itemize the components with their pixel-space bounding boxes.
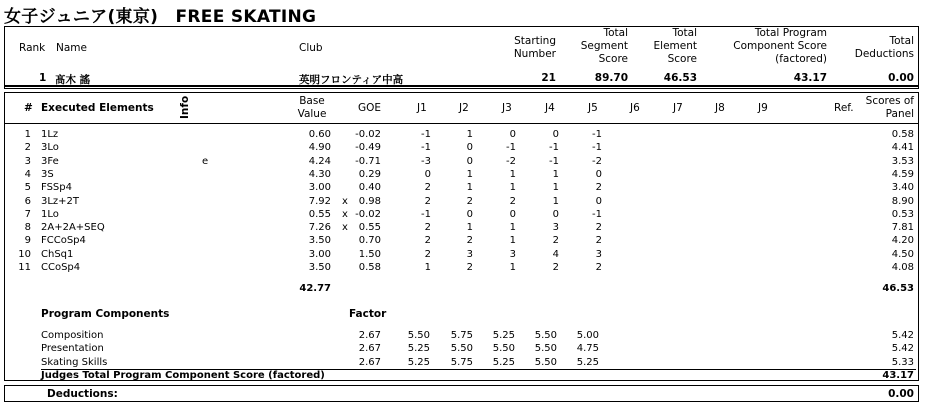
total-element-score-header: Total Element Score [653, 27, 697, 65]
judge-score-5: 2 [595, 182, 602, 194]
pc-judge-score-5: 5.00 [576, 330, 599, 341]
panel-score: 3.53 [891, 155, 914, 167]
judge-score-5: 2 [595, 235, 602, 247]
panel-header: Scores of Panel [865, 95, 914, 120]
details-box [4, 92, 919, 381]
judge-score-5: -1 [592, 208, 602, 220]
judge-score-1: 0 [424, 168, 431, 180]
judge-header-4: J4 [545, 102, 555, 114]
base-value: 3.00 [308, 182, 331, 194]
pc-judge-score-5: 4.75 [576, 343, 599, 355]
goe-value: -0.02 [355, 208, 381, 220]
pc-factor: 2.67 [358, 343, 381, 355]
base-value: 0.60 [308, 129, 331, 140]
judge-header-1: J1 [417, 102, 427, 114]
element-row [5, 182, 918, 193]
element-code: 3S [41, 168, 54, 180]
judge-score-4: 1 [552, 168, 559, 180]
goe-header: GOE [358, 102, 382, 114]
judge-score-3: 2 [509, 195, 516, 207]
goe-value: 0.40 [358, 182, 381, 194]
summary-underline [5, 85, 918, 87]
goe-value: -0.49 [355, 142, 381, 154]
pc-row [5, 357, 918, 368]
total-element-score-value: 46.53 [663, 72, 697, 84]
judge-score-3: 1 [509, 222, 516, 234]
judge-score-4: 1 [552, 195, 559, 207]
judge-header-8: J8 [715, 102, 725, 114]
pc-row [5, 330, 918, 341]
judge-score-3: 1 [509, 235, 516, 247]
pc-judge-score-4: 5.50 [534, 330, 557, 341]
judge-score-3: -2 [506, 155, 516, 167]
executed-elements-header: Executed Elements [41, 102, 154, 114]
element-code: 3Lz+2T [41, 195, 80, 207]
judge-score-3: 1 [509, 262, 516, 273]
total-base-value: 42.77 [299, 283, 331, 294]
base-value: 3.50 [308, 262, 331, 273]
bonus-marker: x [342, 222, 348, 234]
judge-score-2: 3 [466, 248, 473, 260]
judge-score-4: -1 [549, 155, 559, 167]
judge-score-3: -1 [506, 142, 516, 154]
judges-total-value: 43.17 [882, 370, 914, 381]
judge-header-6: J6 [630, 102, 640, 114]
program-components-label: Program Components [41, 308, 170, 320]
panel-score: 8.90 [891, 195, 914, 207]
element-code: 3Fe [41, 155, 59, 167]
judge-score-4: -1 [549, 142, 559, 154]
element-info: e [202, 155, 209, 167]
judge-score-3: 0 [509, 129, 516, 140]
judge-score-1: -1 [421, 142, 431, 154]
element-code: FSSp4 [41, 182, 72, 194]
pc-judge-score-2: 5.75 [450, 330, 473, 341]
factor-label: Factor [349, 308, 387, 320]
info-header: Info [179, 95, 191, 119]
pc-judge-score-1: 5.25 [407, 356, 430, 368]
judge-score-3: 1 [509, 168, 516, 180]
judge-score-5: 0 [595, 168, 602, 180]
judge-score-4: 0 [552, 129, 559, 140]
judge-score-5: -1 [592, 129, 602, 140]
goe-value: 0.98 [358, 195, 381, 207]
judge-score-4: 2 [552, 235, 559, 247]
element-row [5, 142, 918, 153]
judge-header-2: J2 [459, 102, 469, 114]
element-number: 3 [24, 155, 31, 167]
deductions-label: Deductions: [47, 388, 118, 400]
pc-name: Composition [41, 330, 104, 341]
judge-score-1: 2 [424, 248, 431, 260]
base-value: 0.55 [308, 208, 331, 220]
judge-score-5: 2 [595, 222, 602, 234]
pc-judge-score-3: 5.25 [492, 330, 515, 341]
panel-score: 3.40 [891, 182, 914, 194]
element-number: 4 [24, 168, 31, 180]
base-value: 4.30 [308, 168, 331, 180]
element-row [5, 209, 918, 220]
panel-score: 4.20 [891, 235, 914, 247]
judge-score-1: 2 [424, 182, 431, 194]
total-deductions-header: Total Deductions [854, 35, 914, 60]
pc-judge-score-1: 5.25 [407, 343, 430, 355]
panel-score: 4.50 [891, 248, 914, 260]
element-number: 5 [24, 182, 31, 194]
pc-name: Presentation [41, 343, 104, 355]
pc-factor: 2.67 [358, 356, 381, 368]
base-value: 4.24 [308, 155, 331, 167]
pc-name: Skating Skills [41, 356, 108, 368]
judge-score-2: 2 [466, 195, 473, 207]
panel-score: 7.81 [891, 222, 914, 234]
element-number: 1 [24, 129, 31, 140]
judge-score-3: 1 [509, 182, 516, 194]
pc-judge-score-1: 5.50 [407, 330, 430, 341]
header-underline [5, 123, 918, 124]
judge-score-2: 2 [466, 235, 473, 247]
element-row [5, 196, 918, 207]
element-number: 8 [24, 222, 31, 234]
ref-header: Ref. [834, 102, 854, 114]
total-deductions-value: 0.00 [888, 72, 914, 84]
base-value: 7.92 [308, 195, 331, 207]
goe-value: 0.55 [358, 222, 381, 234]
judge-score-2: 0 [466, 155, 473, 167]
starting-number-value: 21 [541, 72, 556, 84]
judge-score-3: 3 [509, 248, 516, 260]
judge-header-9: J9 [758, 102, 768, 114]
judge-score-2: 1 [466, 168, 473, 180]
total-segment-score-value: 89.70 [594, 72, 628, 84]
element-code: 3Lo [41, 142, 59, 154]
pc-judge-score-4: 5.50 [534, 356, 557, 368]
total-pcs-header: Total Program Component Score (factored) [733, 27, 827, 65]
element-number: 2 [24, 142, 31, 154]
element-code: 1Lz [41, 129, 59, 140]
judge-score-1: -1 [421, 208, 431, 220]
judge-score-4: 1 [552, 182, 559, 194]
base-value: 3.50 [308, 235, 331, 247]
panel-score: 0.53 [891, 208, 914, 220]
element-code: ChSq1 [41, 248, 74, 260]
judge-score-2: 0 [466, 142, 473, 154]
goe-value: 1.50 [358, 248, 381, 260]
element-row [5, 249, 918, 260]
judge-score-2: 0 [466, 208, 473, 220]
bonus-marker: x [342, 208, 348, 220]
base-value: 7.26 [308, 222, 331, 234]
pc-judge-score-5: 5.25 [576, 356, 599, 368]
judge-score-4: 0 [552, 208, 559, 220]
pc-judge-score-3: 5.25 [492, 356, 515, 368]
skater-rank: 1 [39, 72, 47, 84]
judge-header-5: J5 [588, 102, 598, 114]
base-value: 4.90 [308, 142, 331, 154]
element-code: CCoSp4 [41, 262, 81, 273]
element-row [5, 262, 918, 273]
judge-score-5: -2 [592, 155, 602, 167]
pc-judge-score-2: 5.75 [450, 356, 473, 368]
judge-score-5: 0 [595, 195, 602, 207]
base-value: 3.00 [308, 248, 331, 260]
judge-score-1: 2 [424, 235, 431, 247]
rank-header: Rank [19, 42, 46, 54]
starting-number-header: Starting Number [513, 35, 556, 60]
judge-score-2: 1 [466, 182, 473, 194]
judge-score-2: 2 [466, 262, 473, 273]
num-header: # [24, 102, 33, 114]
pc-panel-score: 5.33 [891, 356, 914, 368]
judge-score-5: 3 [595, 248, 602, 260]
judge-score-5: -1 [592, 142, 602, 154]
name-header: Name [56, 42, 87, 54]
pc-judge-score-4: 5.50 [534, 343, 557, 355]
club-header: Club [299, 42, 323, 54]
page-title: 女子ジュニア(東京) FREE SKATING [4, 7, 317, 27]
element-number: 9 [24, 235, 31, 247]
element-row [5, 169, 918, 180]
judge-score-1: -1 [421, 129, 431, 140]
element-number: 6 [24, 195, 31, 207]
goe-value: -0.02 [355, 129, 381, 140]
element-code: 1Lo [41, 208, 59, 220]
judge-score-2: 1 [466, 222, 473, 234]
panel-score: 4.08 [891, 262, 914, 273]
goe-value: 0.29 [358, 168, 381, 180]
judge-header-7: J7 [673, 102, 683, 114]
element-code: FCCoSp4 [41, 235, 86, 247]
judge-score-1: 2 [424, 195, 431, 207]
element-number: 11 [18, 262, 31, 273]
total-pcs-value: 43.17 [793, 72, 827, 84]
skater-name: 髙木 謠 [55, 74, 91, 86]
judge-header-3: J3 [502, 102, 512, 114]
pc-panel-score: 5.42 [891, 330, 914, 341]
element-row [5, 156, 918, 167]
element-row [5, 129, 918, 140]
judges-total-label: Judges Total Program Component Score (factored) [41, 370, 325, 381]
judge-score-5: 2 [595, 262, 602, 273]
element-row [5, 235, 918, 246]
element-number: 10 [18, 248, 31, 260]
pc-panel-score: 5.42 [891, 343, 914, 355]
judge-score-4: 3 [552, 222, 559, 234]
deductions-value: 0.00 [888, 388, 914, 400]
judge-score-1: -3 [421, 155, 431, 167]
pc-factor: 2.67 [358, 330, 381, 341]
total-elements-panel: 46.53 [882, 283, 914, 294]
pc-row [5, 343, 918, 354]
goe-value: 0.70 [358, 235, 381, 247]
pc-judge-score-3: 5.50 [492, 343, 515, 355]
bonus-marker: x [342, 195, 348, 207]
panel-score: 4.59 [891, 168, 914, 180]
judge-score-2: 1 [466, 129, 473, 140]
element-number: 7 [24, 208, 31, 220]
judge-score-4: 2 [552, 262, 559, 273]
panel-score: 4.41 [891, 142, 914, 154]
panel-score: 0.58 [891, 129, 914, 140]
element-row [5, 222, 918, 233]
element-code: 2A+2A+SEQ [41, 222, 105, 234]
deductions-box [4, 385, 919, 402]
judge-score-3: 0 [509, 208, 516, 220]
goe-value: -0.71 [355, 155, 381, 167]
judge-score-4: 4 [552, 248, 559, 260]
skater-club: 英明フロンティア中高 [299, 74, 404, 86]
base-value-header: Base Value [297, 95, 327, 120]
pc-judge-score-2: 5.50 [450, 343, 473, 355]
total-segment-score-header: Total Segment Score [580, 27, 628, 65]
goe-value: 0.58 [358, 262, 381, 273]
judge-score-1: 2 [424, 222, 431, 234]
summary-box [4, 26, 919, 89]
judge-score-1: 1 [424, 262, 431, 273]
